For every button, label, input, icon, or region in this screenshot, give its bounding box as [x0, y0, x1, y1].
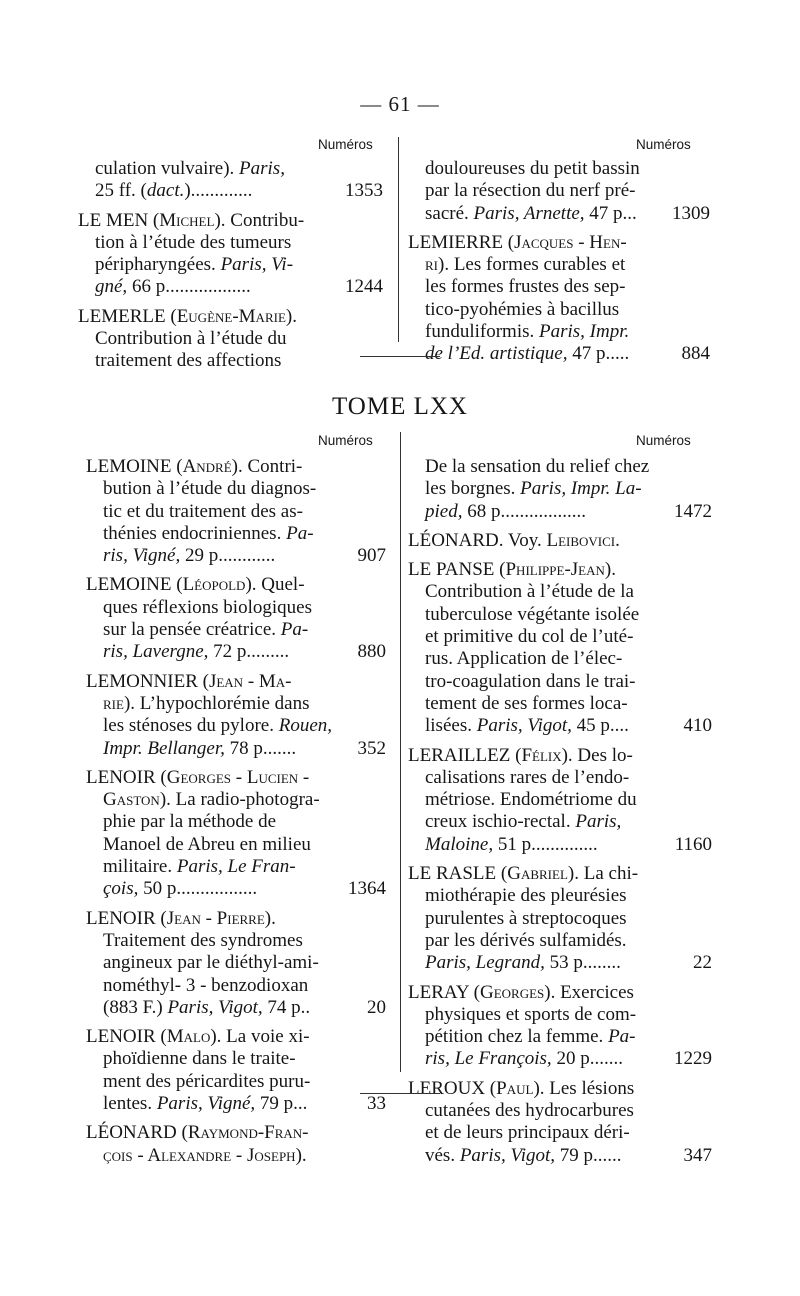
text-run: 53 p........: [544, 952, 621, 974]
entry-line: [408, 581, 712, 603]
entry-line: [408, 648, 712, 670]
entry-number: 20: [367, 996, 386, 1018]
entry-line: [408, 863, 712, 885]
entry-line: [86, 715, 386, 737]
entry-line: [408, 530, 712, 552]
text-run: traitement des affections: [95, 350, 282, 372]
text-run: 79 p......: [555, 1144, 622, 1166]
text-run: lentes.: [103, 1093, 157, 1115]
italic-text: Paris, Vigné,: [156, 1093, 256, 1115]
entry-line: [86, 908, 386, 930]
small-caps-text: Jacques - Hen-: [514, 231, 627, 253]
entry-line: [408, 767, 712, 789]
entry-line: [408, 952, 712, 974]
italic-text: Pa-: [280, 619, 309, 641]
text-run: LÉONARD (: [86, 1122, 188, 1144]
bibliography-entry: [408, 232, 710, 366]
text-run: cutanées des hydrocarbures: [425, 1100, 634, 1122]
text-run: LENOIR (: [86, 1026, 167, 1048]
entry-line: [408, 1048, 712, 1070]
entry-number: 1229: [674, 1048, 712, 1070]
entry-line: [86, 501, 386, 523]
entry-line: [86, 1071, 386, 1093]
entry-line: [86, 834, 386, 856]
text-run: sur la pensée créatrice.: [103, 619, 281, 641]
text-run: ). Quel-: [245, 574, 305, 596]
entry-number: 1472: [674, 500, 712, 522]
text-run: LEMOINE (: [86, 574, 183, 596]
small-caps-text: Eugène-Marie: [176, 305, 286, 327]
entry-line: [78, 350, 383, 372]
text-run: 47 p...: [584, 202, 637, 224]
entry-line: [86, 789, 386, 811]
entry-line: [86, 856, 386, 878]
text-run: ). La voie xi-: [210, 1026, 310, 1048]
text-run: ).............: [184, 180, 253, 202]
text-run: phie par la méthode de: [103, 811, 277, 833]
italic-text: Pa-: [608, 1026, 636, 1048]
bibliography-entry: [86, 671, 386, 760]
small-caps-text: rie: [103, 692, 124, 714]
text-run: les sténoses du pylore.: [103, 715, 279, 737]
text-run: calisations rares de l’endo-: [425, 766, 630, 788]
text-run: 68 p..................: [462, 500, 586, 522]
entry-line: [86, 997, 386, 1019]
entry-line: [86, 975, 386, 997]
entry-line: [408, 158, 710, 180]
small-caps-text: André: [182, 456, 232, 477]
text-run: vés.: [425, 1144, 460, 1166]
text-run: LEMONNIER (: [86, 670, 209, 692]
italic-text: Paris, Impr. La-: [520, 478, 642, 500]
text-run: Contribution à l’étude de la: [425, 581, 634, 603]
entry-line: [86, 1122, 386, 1144]
entry-line: [408, 671, 712, 693]
text-run: rus. Application de l’élec-: [425, 648, 623, 670]
entry-line: [86, 641, 386, 663]
text-run: lisées.: [425, 715, 477, 737]
text-run: 47 p.....: [567, 343, 630, 365]
text-run: et de leurs principaux déri-: [425, 1122, 630, 1144]
entry-line: [86, 545, 386, 567]
entry-line: [86, 930, 386, 952]
entry-number: 1364: [348, 878, 386, 900]
text-run: LE RASLE (: [408, 863, 508, 885]
small-caps-text: Gabriel: [507, 863, 568, 885]
entry-number: 1160: [674, 833, 712, 855]
text-run: 45 p....: [571, 715, 629, 737]
text-run: pétition chez la femme.: [425, 1026, 609, 1048]
bibliography-entry: [86, 767, 386, 901]
small-caps-text: Jean - Ma-: [208, 670, 292, 692]
entry-number: 410: [683, 715, 712, 737]
entry-line: [408, 232, 710, 254]
entry-number: 352: [357, 737, 386, 759]
text-run: 72 p.........: [208, 641, 290, 663]
entry-line: [86, 878, 386, 900]
small-caps-text: Léopold: [182, 574, 246, 596]
text-run: thénies endocriniennes.: [103, 522, 287, 544]
entry-line: [86, 456, 386, 478]
page-number: — 61 —: [360, 92, 440, 116]
entry-line: [408, 693, 712, 715]
text-run: ). Exercices: [544, 981, 634, 1003]
text-run: funduliformis.: [425, 321, 539, 343]
bibliography-entry: [86, 1026, 386, 1115]
text-run: Traitement des syndromes: [103, 929, 303, 951]
entry-line: [408, 1078, 712, 1100]
italic-text: Paris, Impr.: [539, 321, 630, 343]
page-bottom-rule: [360, 1093, 440, 1094]
numeros-header-bottom-right: Numéros: [636, 433, 691, 448]
text-run: 78 p.......: [224, 737, 297, 759]
entry-line: [78, 158, 383, 180]
text-run: les formes frustes des sep-: [425, 276, 626, 298]
small-caps-text: ri: [425, 254, 438, 276]
italic-text: Paris, Legrand,: [425, 952, 545, 974]
text-run: Contribution à l’étude du: [95, 328, 287, 350]
text-run: ).: [264, 907, 276, 929]
entry-number: 880: [357, 641, 386, 663]
entry-line: [78, 232, 383, 254]
entry-line: [408, 559, 712, 581]
entry-line: [86, 811, 386, 833]
entry-line: [408, 478, 712, 500]
text-run: 20 p.......: [551, 1048, 623, 1070]
bibliography-entry: [78, 158, 383, 203]
entry-line: [86, 619, 386, 641]
text-run: ).: [295, 1144, 307, 1166]
text-run: LENOIR (: [86, 766, 167, 788]
column-divider-top: [398, 137, 399, 342]
text-run: LE PANSE (: [408, 559, 506, 581]
text-run: LE MEN (: [78, 209, 160, 231]
bibliography-entry: [408, 530, 712, 552]
small-caps-text: Michel: [159, 209, 215, 231]
text-run: ). Contribu-: [214, 209, 305, 231]
entry-line: [86, 738, 386, 760]
italic-text: Paris, Vi-: [220, 254, 294, 276]
text-run: LÉONARD. Voy.: [408, 529, 547, 551]
italic-text: pied,: [425, 500, 463, 522]
bibliography-entry: [408, 982, 712, 1071]
text-run: angineux par le diéthyl-ami-: [103, 952, 319, 974]
bottom-right-column: [408, 456, 712, 1167]
small-caps-text: Jean - Pierre: [166, 907, 265, 929]
entry-line: [86, 597, 386, 619]
text-run: par les dérivés sulfamidés.: [425, 929, 627, 951]
italic-text: Paris, Vigot,: [459, 1144, 556, 1166]
numeros-header-top-right: Numéros: [636, 137, 691, 152]
italic-text: Paris,: [575, 811, 622, 833]
entry-line: [408, 811, 712, 833]
entry-line: [86, 1048, 386, 1070]
italic-text: Paris, Vigot,: [476, 715, 572, 737]
small-caps-text: Georges - Lucien -: [166, 766, 310, 788]
entry-line: [86, 1145, 386, 1167]
entry-line: [86, 574, 386, 596]
text-run: LERAY (: [408, 981, 480, 1003]
text-run: péripharyngées.: [95, 254, 221, 276]
italic-text: gné,: [95, 276, 128, 298]
italic-text: de l’Ed. artistique,: [425, 343, 568, 365]
text-run: ). L’hypochlorémie dans: [123, 692, 310, 714]
text-run: creux ischio-rectal.: [425, 811, 576, 833]
entry-line: [408, 299, 710, 321]
text-run: purulentes à streptocoques: [425, 907, 627, 929]
text-run: 29 p............: [180, 545, 276, 567]
bibliography-entry: [408, 158, 710, 225]
text-run: tion à l’étude des tumeurs: [95, 231, 292, 253]
text-run: tement de ses formes loca-: [425, 692, 628, 714]
text-run: LEMOINE (: [86, 456, 183, 477]
text-run: 66 p..................: [127, 276, 251, 298]
entry-line: [408, 276, 710, 298]
text-run: physiques et sports de com-: [425, 1003, 637, 1025]
column-divider-bottom: [400, 432, 401, 1072]
entry-line: [78, 254, 383, 276]
entry-line: [408, 321, 710, 343]
entry-line: [86, 693, 386, 715]
entry-line: [408, 982, 712, 1004]
text-run: les borgnes.: [425, 478, 521, 500]
text-run: ). La chi-: [567, 863, 639, 885]
bibliography-entry: [86, 574, 386, 663]
small-caps-text: Gaston: [103, 789, 160, 811]
entry-number: 907: [357, 545, 386, 567]
entry-number: 884: [681, 343, 710, 365]
text-run: De la sensation du relief chez: [425, 456, 650, 477]
entry-line: [408, 604, 712, 626]
text-run: 74 p..: [262, 996, 311, 1018]
entry-line: [408, 1122, 712, 1144]
small-caps-text: Georges: [479, 981, 545, 1003]
text-run: LEMERLE (: [78, 305, 177, 327]
text-run: .: [615, 529, 620, 551]
text-run: ). Des lo-: [561, 744, 633, 766]
entry-line: [408, 626, 712, 648]
entry-line: [408, 254, 710, 276]
italic-text: Maloine,: [425, 833, 494, 855]
entry-line: [408, 1026, 712, 1048]
text-run: LERAILLEZ (: [408, 744, 522, 766]
italic-text: çois,: [103, 878, 139, 900]
tome-heading: TOME LXX: [331, 393, 468, 420]
italic-text: ris, Le François,: [425, 1048, 552, 1070]
entry-line: [86, 1093, 386, 1115]
bibliography-entry: [408, 456, 712, 523]
entry-number: 1353: [345, 180, 383, 202]
entry-line: [408, 180, 710, 202]
bibliography-entry: [408, 745, 712, 856]
text-run: tic et du traitement des as-: [103, 500, 303, 522]
text-run: ).: [285, 305, 297, 327]
entry-line: [408, 930, 712, 952]
bibliography-entry: [78, 210, 383, 299]
entry-line: [78, 210, 383, 232]
entry-line: [408, 343, 710, 365]
text-run: militaire.: [103, 856, 177, 878]
entry-line: [86, 1026, 386, 1048]
small-caps-text: Félix: [521, 744, 562, 766]
text-run: douloureuses du petit bassin: [425, 158, 640, 179]
text-run: tuberculose végétante isolée: [425, 603, 640, 625]
entry-number: 22: [693, 952, 712, 974]
entry-line: [86, 523, 386, 545]
text-run: nométhyl- 3 - benzodioxan: [103, 974, 309, 996]
entry-line: [86, 767, 386, 789]
text-run: ment des péricardites puru-: [103, 1070, 311, 1092]
entry-number: 33: [367, 1093, 386, 1115]
bibliography-entry: [408, 863, 712, 974]
entry-line: [408, 1145, 712, 1167]
italic-text: dact.: [146, 180, 185, 202]
italic-text: ris, Lavergne,: [103, 641, 209, 663]
small-caps-text: Paul: [496, 1077, 534, 1099]
text-run: LEROUX (: [408, 1077, 497, 1099]
text-run: par la résection du nerf pré-: [425, 180, 636, 202]
text-run: phoïdienne dans le traite-: [103, 1048, 296, 1070]
italic-text: Impr. Bellanger,: [103, 737, 225, 759]
small-caps-text: çois - Alexandre - Joseph: [103, 1144, 296, 1166]
text-run: (883 F.): [103, 996, 168, 1018]
bibliography-entry: [86, 456, 386, 567]
bibliography-entry: [86, 1122, 386, 1167]
entry-line: [86, 478, 386, 500]
text-run: métriose. Endométriome du: [425, 789, 637, 811]
small-caps-text: Leibovici: [546, 529, 616, 551]
entry-line: [408, 715, 712, 737]
text-run: ). Les lésions: [533, 1077, 635, 1099]
text-run: bution à l’étude du diagnos-: [103, 478, 317, 500]
text-run: ). Les formes curables et: [438, 254, 626, 276]
entry-number: 1309: [672, 202, 710, 224]
small-caps-text: Malo: [166, 1026, 211, 1048]
entry-number: 1244: [345, 276, 383, 298]
entry-line: [408, 203, 710, 225]
text-run: ques réflexions biologiques: [103, 596, 312, 618]
text-run: LENOIR (: [86, 907, 167, 929]
italic-text: Paris, Vigot,: [167, 996, 263, 1018]
entry-line: [408, 1004, 712, 1026]
entry-line: [78, 328, 383, 350]
text-run: Manoel de Abreu en milieu: [103, 833, 311, 855]
entry-line: [408, 501, 712, 523]
italic-text: Paris, Le Fran-: [176, 856, 296, 878]
entry-line: [408, 745, 712, 767]
text-run: sacré.: [425, 202, 474, 224]
entry-line: [408, 789, 712, 811]
text-run: tro-coagulation dans le trai-: [425, 670, 636, 692]
bibliography-entry: [408, 1078, 712, 1167]
bibliography-entry: [78, 306, 383, 373]
text-run: ). Contri-: [231, 456, 303, 477]
numeros-header-bottom-left: Numéros: [318, 433, 373, 448]
bottom-left-column: [86, 456, 386, 1167]
entry-line: [86, 952, 386, 974]
entry-line: [86, 671, 386, 693]
section-separator-rule: [360, 356, 440, 357]
top-left-column: [78, 158, 383, 373]
text-run: LEMIERRE (: [408, 231, 515, 253]
text-run: 25 ff. (: [95, 180, 147, 202]
italic-text: Rouen,: [278, 715, 333, 737]
text-run: tico-pyohémies à bacillus: [425, 298, 620, 320]
text-run: ).: [604, 559, 616, 581]
top-right-column: [408, 158, 710, 366]
text-run: culation vulvaire).: [95, 158, 240, 179]
bibliography-entry: [408, 559, 712, 737]
entry-line: [408, 908, 712, 930]
small-caps-text: Philippe-Jean: [505, 559, 605, 581]
italic-text: ris, Vigné,: [103, 545, 181, 567]
text-run: 50 p.................: [138, 878, 258, 900]
entry-line: [78, 276, 383, 298]
entry-line: [408, 1100, 712, 1122]
text-run: miothérapie des pleurésies: [425, 885, 627, 907]
italic-text: Pa-: [286, 522, 314, 544]
text-run: ). La radio-photogra-: [159, 789, 320, 811]
entry-number: 347: [683, 1144, 712, 1166]
numeros-header-top-left: Numéros: [318, 137, 373, 152]
small-caps-text: Raymond-Fran-: [187, 1122, 309, 1144]
bibliography-entry: [86, 908, 386, 1019]
text-run: 51 p..............: [493, 833, 598, 855]
text-run: et primitive du col de l’uté-: [425, 626, 634, 648]
entry-line: [78, 180, 383, 202]
entry-line: [408, 885, 712, 907]
italic-text: Paris,: [239, 158, 285, 179]
italic-text: Paris, Arnette,: [473, 202, 585, 224]
text-run: 79 p...: [255, 1093, 308, 1115]
entry-line: [408, 456, 712, 478]
entry-line: [408, 834, 712, 856]
entry-line: [78, 306, 383, 328]
